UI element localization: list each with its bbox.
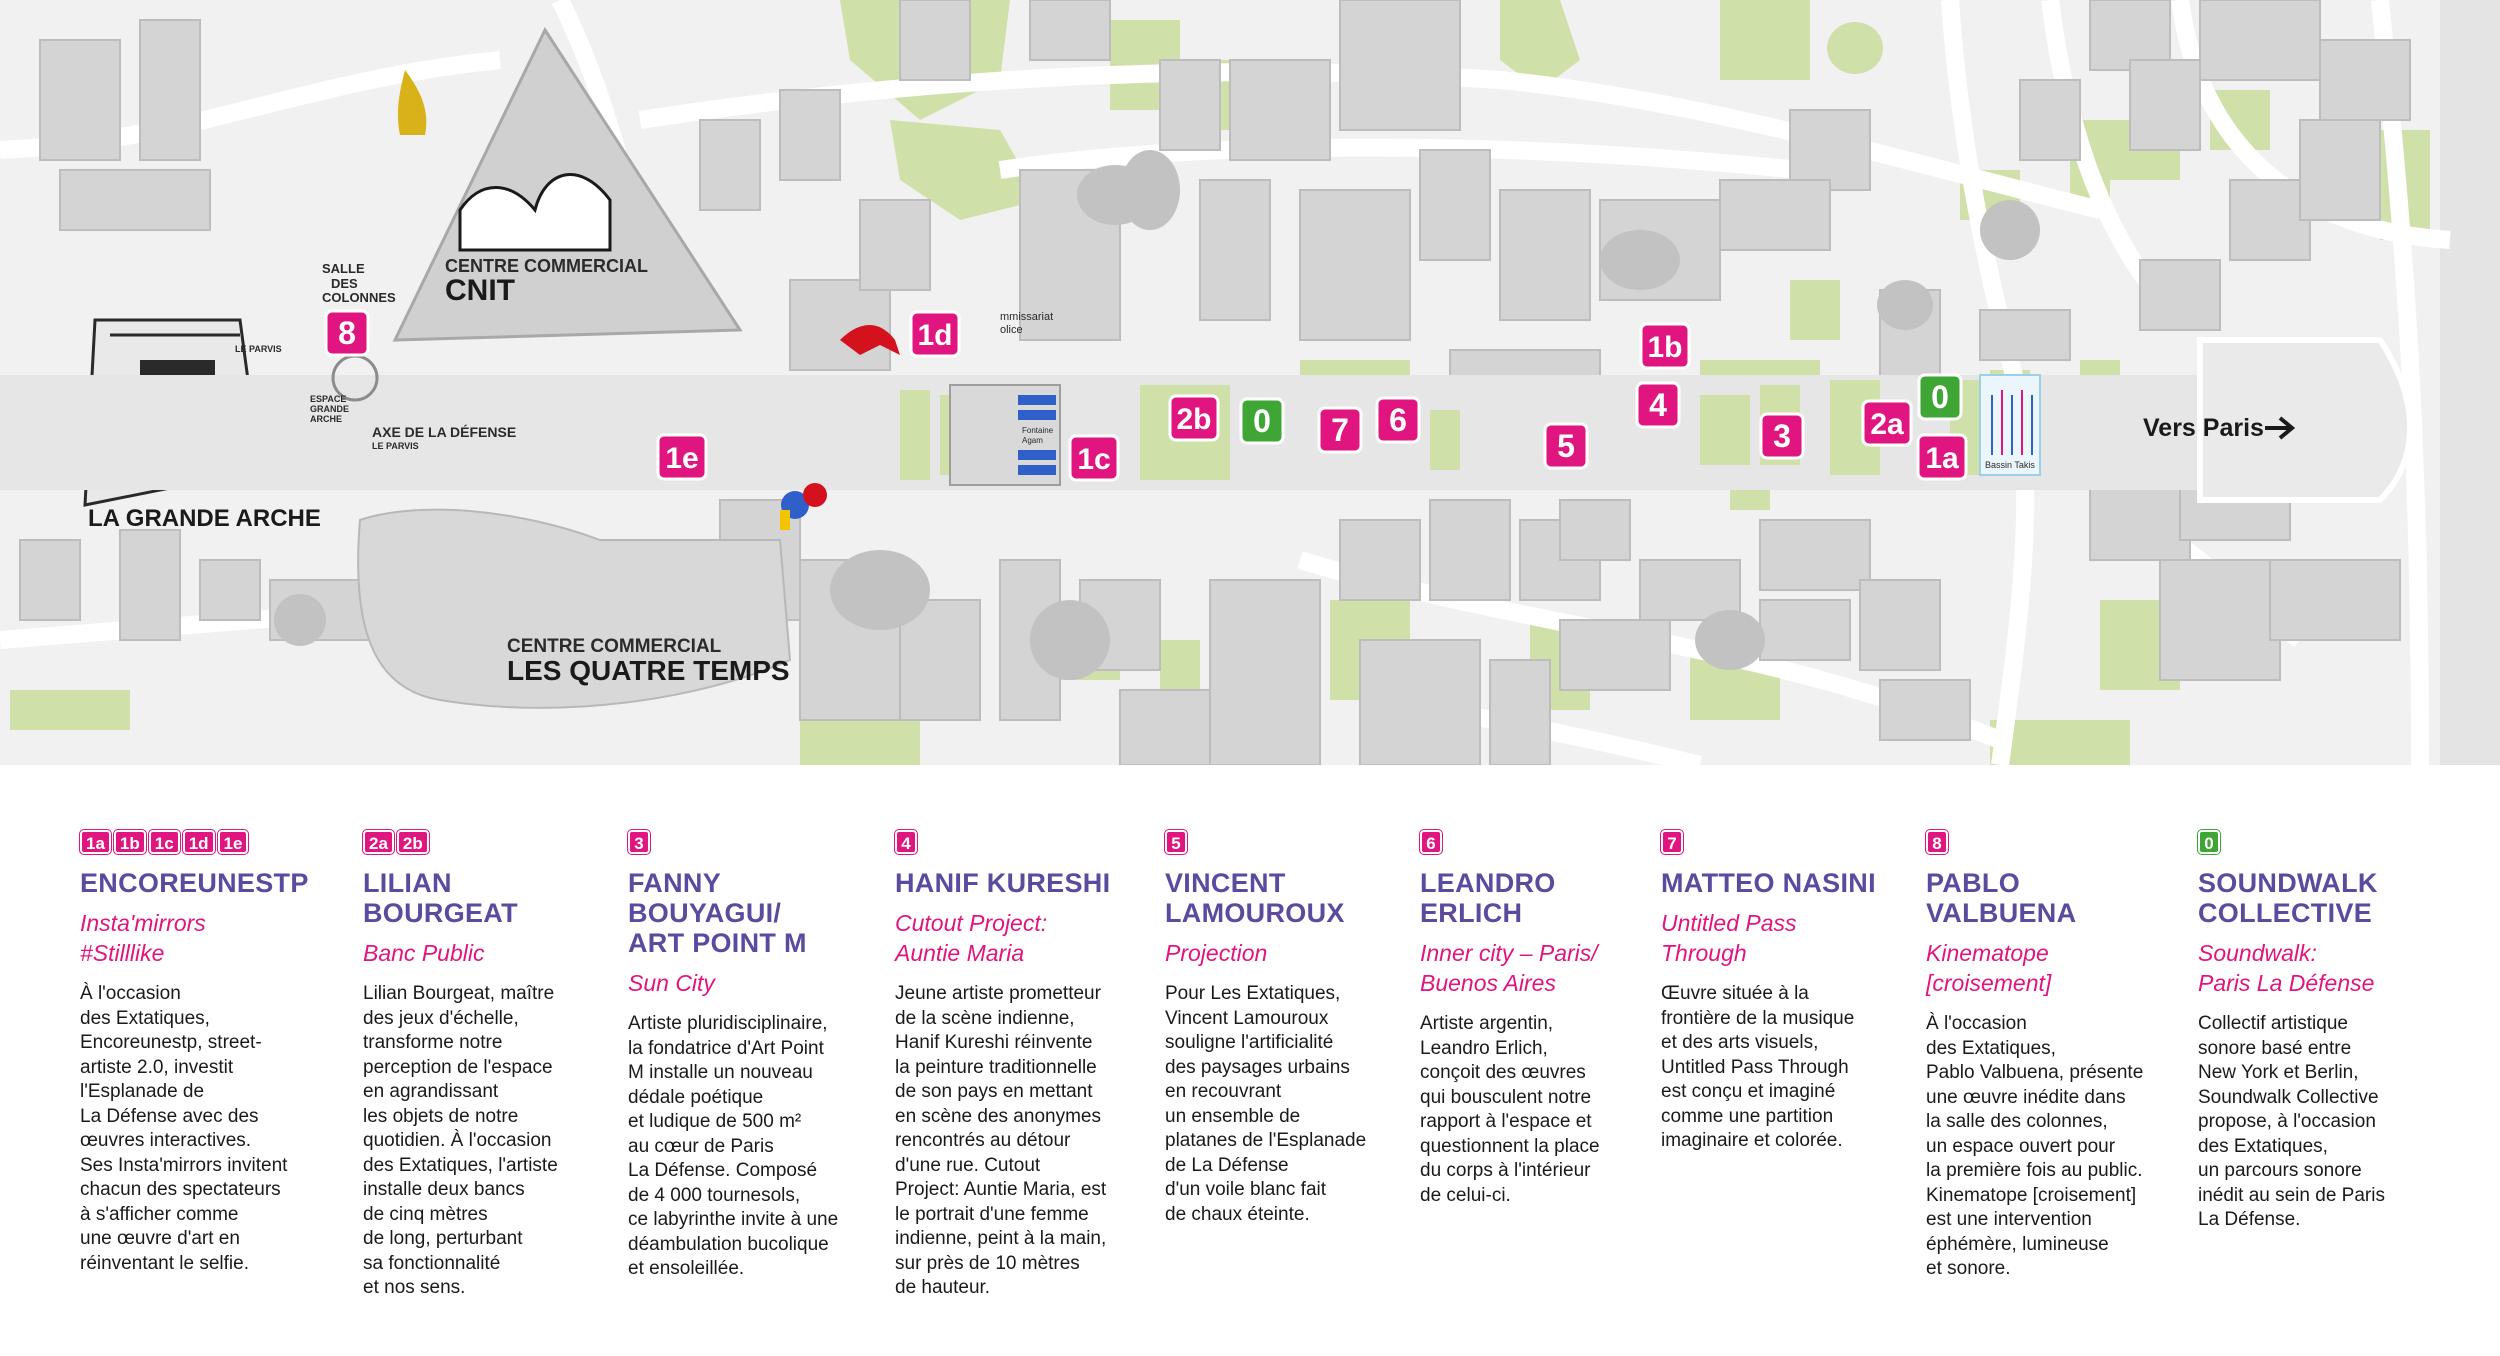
legend-tag: 7 (1661, 830, 1683, 854)
legend-artist: LILIAN BOURGEAT (363, 868, 518, 928)
fontaine-agam (950, 385, 1060, 485)
legend-tag: 1a (80, 830, 111, 854)
marker-label: 0 (1931, 379, 1949, 415)
marker-label: 1c (1077, 443, 1111, 476)
marker-0[interactable] (1241, 399, 1283, 443)
legend-entry (363, 830, 608, 1301)
marker-label: 0 (1253, 403, 1271, 439)
legend-entry (1165, 830, 1405, 1227)
legend-entry (1661, 830, 1901, 1154)
label-grande-arche: LA GRANDE ARCHE (88, 505, 321, 532)
svg-text:Vers Paris: Vers Paris (2143, 414, 2264, 442)
marker-1b[interactable] (1641, 324, 1689, 368)
marker-1c[interactable] (1070, 436, 1118, 480)
legend-work-title: Banc Public (363, 940, 485, 966)
label-espace-line1: ESPACE (310, 394, 347, 404)
legend-tag: 6 (1420, 830, 1442, 854)
marker-label: 3 (1773, 418, 1791, 454)
legend-tags (2198, 830, 2438, 856)
legend-description: Jeune artiste prometteur de la scène indienne, Hanif Kureshi réinvente la peinture traditionnelle de son pays en mettant en scène des anonymes rencontrés au détour d'une rue. Cutout Project: Auntie Maria, est le portrait d'une femme indienne, peint à la main, sur près de 10 mètres de hauteur. (895, 983, 1107, 1298)
legend-description: Artiste pluridisciplinaire, la fondatrice d'Art Point M installe un nouveau dédale poétique et ludique de 500 m² au cœur de Paris La Défense. Composé de 4 000 tournesols, ce labyrinthe invite à une déambulation bucolique et ensoleillée. (628, 1013, 839, 1279)
legend-tags (80, 830, 325, 856)
legend-artist: ENCOREUNESTP (80, 868, 309, 898)
legend-description: À l'occasion des Extatiques, Encoreunestp, street- artiste 2.0, investit l'Esplanade de La Défense avec des œuvres interactives. Ses Insta'mirrors invitent chacun des spectateurs à s'afficher comme une œuvre d'art en réinventant le selfie. (80, 983, 288, 1274)
label-le-parvis: LE PARVIS (235, 344, 282, 354)
legend-tag: 2a (363, 830, 394, 854)
marker-5[interactable] (1545, 424, 1587, 468)
legend-tags (628, 830, 868, 856)
legend-work-title: Projection (1165, 940, 1268, 966)
legend-description: Lilian Bourgeat, maître des jeux d'échelle, transforme notre perception de l'espace en agrandissant les objets de notre quotidien. À l'occasion des Extatiques, l'artiste installe deux bancs de cinq mètres de long, perturbant sa fonctionnalité et nos sens. (363, 983, 558, 1298)
marker-4[interactable] (1637, 383, 1679, 427)
marker-1e[interactable] (658, 435, 706, 479)
label-cnit-line1: CENTRE COMMERCIAL (445, 256, 648, 276)
legend-tag: 3 (628, 830, 650, 854)
legend-tag: 5 (1165, 830, 1187, 854)
legend-entry (628, 830, 868, 1282)
marker-6[interactable] (1377, 398, 1419, 442)
legend-work-title: Soundwalk: Paris La Défense (2198, 940, 2375, 996)
legend-tags (1661, 830, 1901, 856)
legend-work-title: Untitled Pass Through (1661, 910, 1797, 966)
marker-label: 4 (1649, 387, 1667, 423)
legend-tag: 2b (397, 830, 429, 854)
legend-tag: 1e (218, 830, 249, 854)
label-axe: AXE DE LA DÉFENSE (372, 424, 517, 440)
marker-label: 2a (1870, 408, 1904, 441)
marker-2a[interactable] (1863, 401, 1911, 445)
legend-tags (1420, 830, 1655, 856)
label-quatre-temps-line2: LES QUATRE TEMPS (507, 655, 790, 686)
legend-artist: MATTEO NASINI (1661, 868, 1876, 898)
marker-label: 1e (665, 442, 699, 475)
marker-label: 1d (917, 319, 953, 352)
marker-label: 2b (1176, 403, 1212, 436)
marker-1d[interactable] (911, 312, 959, 356)
marker-8[interactable] (326, 311, 368, 355)
marker-label: 1b (1647, 331, 1683, 364)
marker-1a[interactable] (1918, 435, 1966, 479)
legend-description: À l'occasion des Extatiques, Pablo Valbuena, présente une œuvre inédite dans la salle des colonnes, un espace ouvert pour la première fois au public. Kinematope [croisement] est une intervention éphémère, lumineuse et sonore. (1926, 1013, 2144, 1279)
legend-artist: FANNY BOUYAGUI/ ART POINT M (628, 868, 807, 958)
label-salle-line1: SALLE (322, 261, 365, 276)
label-le-parvis-axe: LE PARVIS (372, 441, 419, 451)
marker-label: 6 (1389, 402, 1407, 438)
label-quatre-temps-line1: CENTRE COMMERCIAL (507, 636, 722, 657)
river-edge (2440, 0, 2500, 765)
legend-tag: 1b (114, 830, 146, 854)
legend-tag: 1c (149, 830, 180, 854)
legend-work-title: Insta'mirrors #Stilllike (80, 910, 206, 966)
legend-artist: HANIF KURESHI (895, 868, 1111, 898)
marker-label: 7 (1331, 412, 1349, 448)
label-fontaine-line2: Agam (1022, 436, 1043, 445)
legend-entry (1420, 830, 1655, 1208)
label-salle-line2: DES (331, 276, 358, 291)
legend-work-title: Cutout Project: Auntie Maria (895, 910, 1048, 966)
legend-tag: 0 (2198, 830, 2220, 854)
label-cnit-line2: CNIT (445, 274, 515, 307)
label-espace-line3: ARCHE (310, 414, 343, 424)
legend-artist: SOUNDWALK COLLECTIVE (2198, 868, 2378, 928)
legend-tags (895, 830, 1140, 856)
legend-entry (80, 830, 325, 1276)
legend-entry (1926, 830, 2171, 1282)
legend-work-title: Sun City (628, 970, 715, 996)
marker-label: 8 (338, 315, 356, 351)
legend-description: Collectif artistique sonore basé entre New York et Berlin, Soundwalk Collective propose, à l'occasion des Extatiques, un parcours sonore inédit au sein de Paris La Défense. (2198, 1013, 2385, 1230)
legend-work-title: Inner city – Paris/ Buenos Aires (1420, 940, 1598, 996)
legend-description: Artiste argentin, Leandro Erlich, conçoit des œuvres qui bousculent notre rapport à l'espace et questionnent la place du corps à l'intérieur de celui-ci. (1420, 1013, 1600, 1206)
marker-label: 1a (1925, 442, 1959, 475)
label-espace-line2: GRANDE (310, 404, 350, 414)
legend-entry (895, 830, 1140, 1301)
legend-tag: 1d (183, 830, 215, 854)
legend-artist: PABLO VALBUENA (1926, 868, 2077, 928)
legend-entry (2198, 830, 2438, 1233)
label-bassin-takis: Bassin Takis (1985, 460, 2035, 470)
marker-label: 5 (1557, 428, 1575, 464)
legend (0, 765, 2500, 1356)
label-fontaine-line1: Fontaine (1022, 426, 1054, 435)
legend-tag: 8 (1926, 830, 1948, 854)
label-salle-line3: COLONNES (322, 290, 396, 305)
label-commissariat-line2: olice (1000, 324, 1023, 336)
legend-description: Œuvre située à la frontière de la musique et des arts visuels, Untitled Pass Through est conçu et imaginé comme une partition imaginaire et colorée. (1661, 983, 1855, 1151)
label-commissariat-line1: mmissariat (1000, 311, 1054, 323)
legend-tag: 4 (895, 830, 917, 854)
legend-artist: LEANDRO ERLICH (1420, 868, 1556, 928)
legend-work-title: Kinematope [croisement] (1926, 940, 2052, 996)
marker-2b[interactable] (1170, 396, 1218, 440)
legend-tags (1926, 830, 2171, 856)
legend-description: Pour Les Extatiques, Vincent Lamouroux souligne l'artificialité des paysages urbains en recouvrant un ensemble de platanes de l'Esplanade de La Défense d'un voile blanc fait de chaux éteinte. (1165, 983, 1367, 1225)
marker-0[interactable] (1919, 375, 1961, 419)
marker-7[interactable] (1319, 408, 1361, 452)
legend-tags (363, 830, 608, 856)
legend-artist: VINCENT LAMOUROUX (1165, 868, 1345, 928)
legend-tags (1165, 830, 1405, 856)
marker-3[interactable] (1761, 414, 1803, 458)
